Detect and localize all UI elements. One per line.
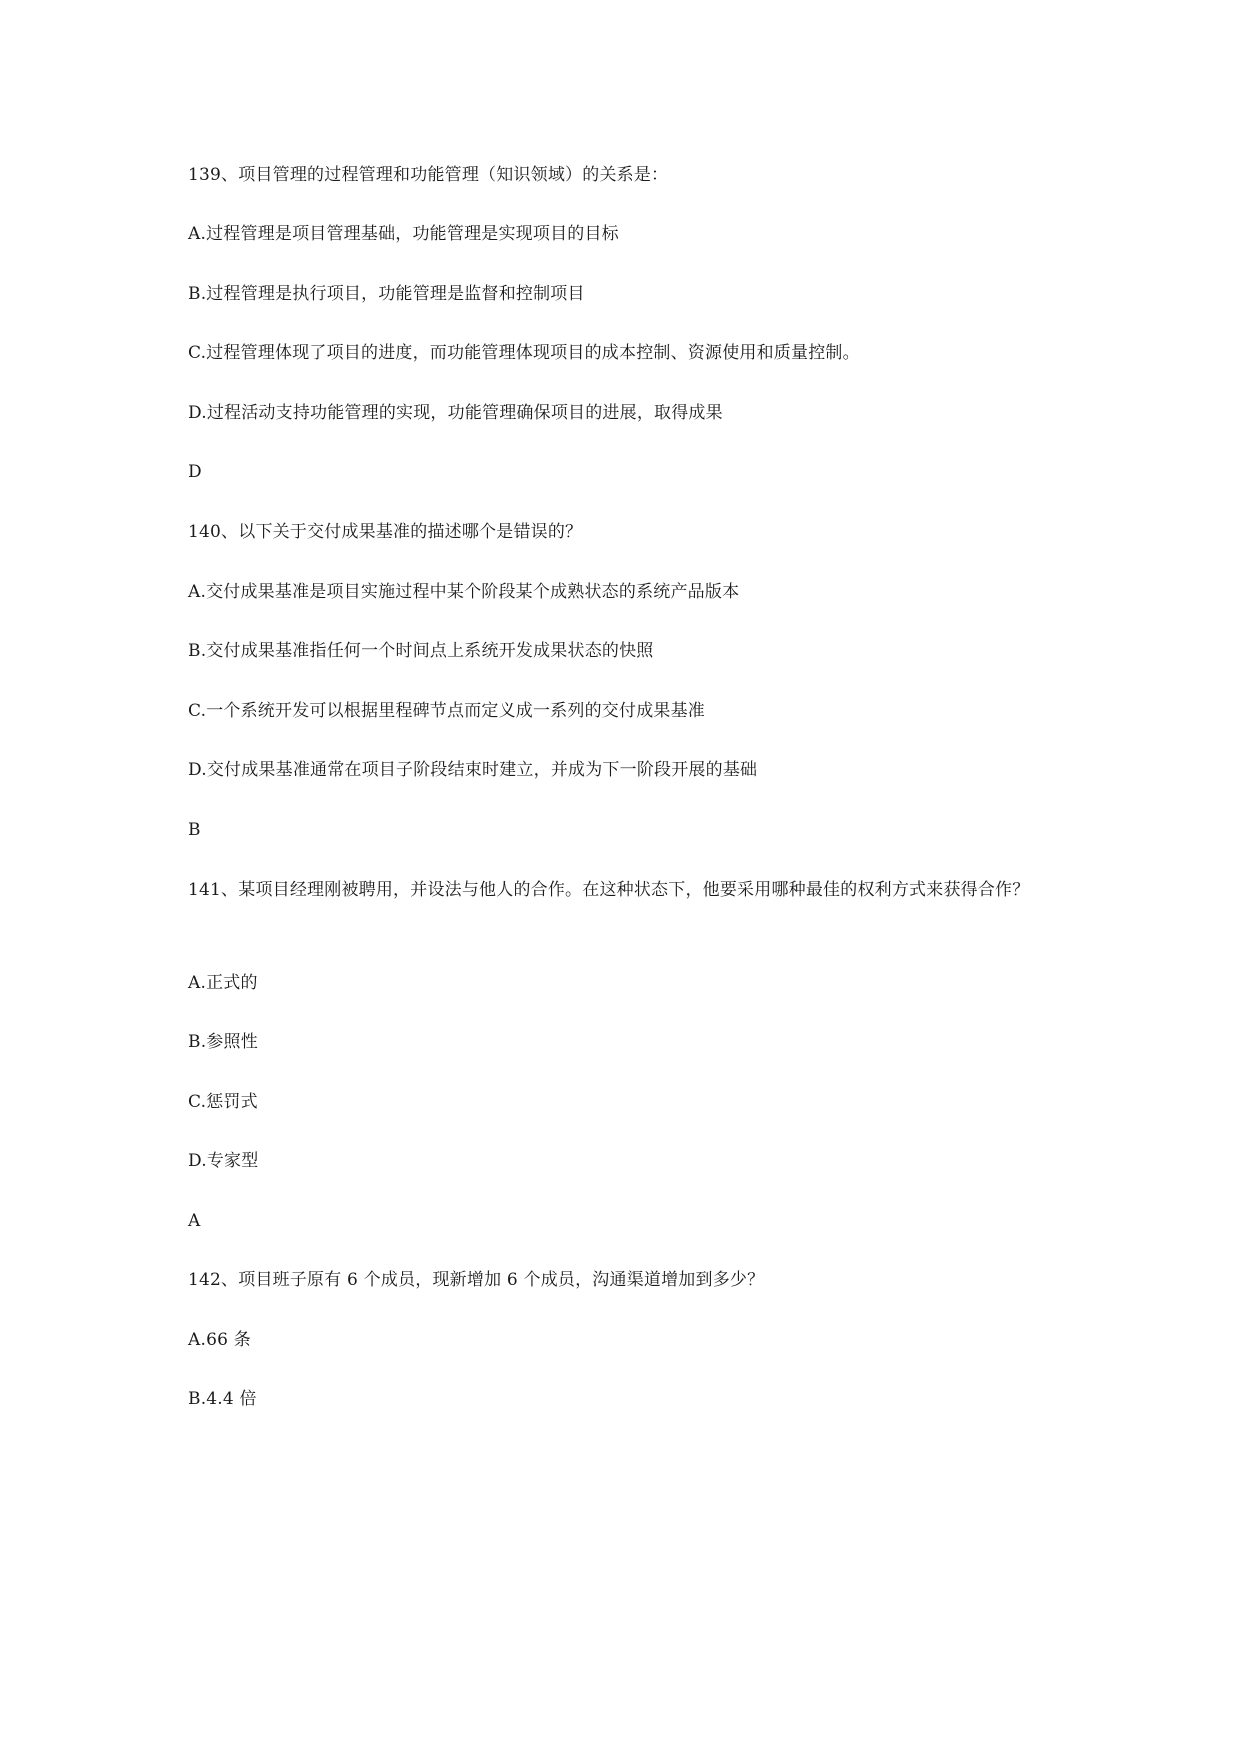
question-140-option-b: B.交付成果基准指任何一个时间点上系统开发成果状态的快照 — [188, 641, 654, 661]
question-141-option-c: C.惩罚式 — [188, 1092, 258, 1112]
question-140-option-d: D.交付成果基准通常在项目子阶段结束时建立，并成为下一阶段开展的基础 — [188, 760, 758, 780]
question-141-stem: 141、某项目经理刚被聘用，并设法与他人的合作。在这种状态下，他要采用哪种最佳的权利方式来获得合作？ — [188, 880, 1030, 900]
question-139-answer: D — [188, 462, 202, 482]
question-141-answer: A — [188, 1211, 201, 1231]
question-142-option-b: B.4.4 倍 — [188, 1389, 257, 1409]
question-142-option-a: A.66 条 — [188, 1330, 251, 1350]
question-139-option-d: D.过程活动支持功能管理的实现，功能管理确保项目的进展，取得成果 — [188, 403, 723, 423]
question-140-stem: 140、以下关于交付成果基准的描述哪个是错误的？ — [188, 522, 583, 542]
question-141-option-b: B.参照性 — [188, 1032, 258, 1052]
question-139-option-a: A.过程管理是项目管理基础，功能管理是实现项目的目标 — [188, 224, 619, 244]
question-141-option-a: A.正式的 — [188, 973, 258, 993]
question-140-answer: B — [188, 820, 201, 840]
question-140-option-c: C.一个系统开发可以根据里程碑节点而定义成一系列的交付成果基准 — [188, 701, 706, 721]
question-139-option-b: B.过程管理是执行项目，功能管理是监督和控制项目 — [188, 284, 585, 304]
question-140-option-a: A.交付成果基准是项目实施过程中某个阶段某个成熟状态的系统产品版本 — [188, 582, 740, 602]
question-142-stem: 142、项目班子原有 6 个成员，现新增加 6 个成员，沟通渠道增加到多少？ — [188, 1270, 765, 1290]
question-141-option-d: D.专家型 — [188, 1151, 259, 1171]
question-139-option-c: C.过程管理体现了项目的进度，而功能管理体现项目的成本控制、资源使用和质量控制。 — [188, 343, 860, 363]
question-139-stem: 139、项目管理的过程管理和功能管理（知识领域）的关系是： — [188, 165, 669, 185]
